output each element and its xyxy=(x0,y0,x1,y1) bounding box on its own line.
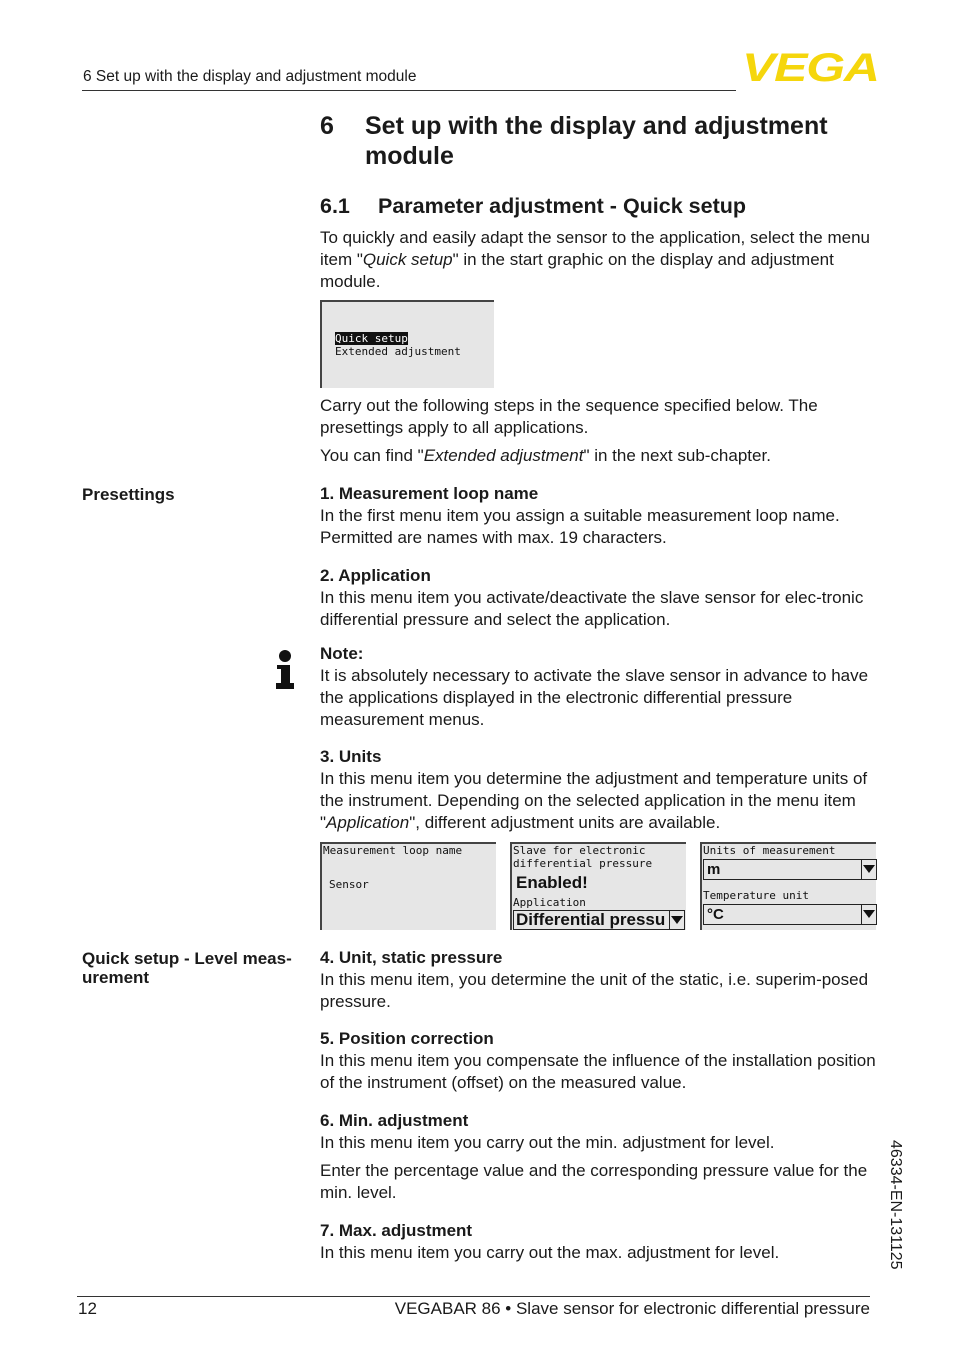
page-number: 12 xyxy=(78,1299,97,1318)
side-label-quick-setup: Quick setup - Level meas-urement xyxy=(82,949,292,987)
lcd-status: Enabled! xyxy=(516,873,588,892)
application-dropdown: Differential pressu xyxy=(513,910,685,930)
lcd-value: Sensor xyxy=(329,878,369,891)
section-number: 6.1 xyxy=(320,194,350,218)
chevron-down-icon xyxy=(861,905,876,924)
find-paragraph: You can find "Extended adjustment" in the next sub-chapter. xyxy=(320,446,771,465)
lcd-menu-item-quick-setup: Quick setup xyxy=(335,332,408,345)
lcd-loop-name xyxy=(320,842,496,930)
lcd-menu-item-extended: Extended adjustment xyxy=(335,345,461,358)
step-2: 2. Application In this menu item you activate/deactivate the slave sensor for elec-tronic differential pressure and select the application. xyxy=(320,566,864,629)
section-title: Parameter adjustment - Quick setup xyxy=(378,194,746,218)
carry-paragraph: Carry out the following steps in the sequence specified below. The presettings apply to all applications. xyxy=(320,396,818,437)
lcd-start-menu xyxy=(320,300,494,388)
info-icon xyxy=(276,650,294,690)
lcd-label: Slave for electronic xyxy=(513,844,646,857)
lcd-label: differential pressure xyxy=(513,857,653,870)
chapter-title: Set up with the display and adjustment module xyxy=(365,112,828,170)
step-1: 1. Measurement loop name In the first menu item you assign a suitable measurement loop name. Permitted are names with max. 19 characters. xyxy=(320,484,840,547)
document-code: 46334-EN-131125 xyxy=(887,1140,904,1270)
lcd-application xyxy=(510,842,686,930)
intro-paragraph: To quickly and easily adapt the sensor to the application, select the menu item "Quick setup" in the start graphic on the display and adjustment module. xyxy=(320,228,871,291)
lcd-units xyxy=(700,842,876,930)
section-heading xyxy=(320,194,746,219)
units-dropdown: m xyxy=(703,859,877,880)
lcd-label: Application xyxy=(513,896,586,909)
chevron-down-icon xyxy=(861,860,876,879)
step-4: 4. Unit, static pressure In this menu item, you determine the unit of the static, i.e. superim-posed pressure. xyxy=(320,948,869,1011)
step-7: 7. Max. adjustment In this menu item you carry out the max. adjustment for level. xyxy=(320,1221,780,1262)
header-rule xyxy=(82,90,736,91)
note: Note: It is absolutely necessary to activate the slave sensor in advance to have the applications displayed in the electronic differential pressure measurement menus. xyxy=(320,644,869,729)
lcd-label: Temperature unit xyxy=(703,889,809,902)
vega-logo: VEGA xyxy=(742,46,879,90)
lcd-label: Measurement loop name xyxy=(323,844,463,857)
chapter-number: 6 xyxy=(320,112,334,140)
running-header: 6 Set up with the display and adjustment module xyxy=(83,68,417,85)
temperature-dropdown: °C xyxy=(703,904,877,925)
lcd-label: Units of measurement xyxy=(703,844,836,857)
chevron-down-icon xyxy=(669,911,684,929)
footer-rule xyxy=(77,1296,870,1297)
step-3: 3. Units In this menu item you determine the adjustment and temperature units of the instrument. Depending on the selected application in the menu item "Application", different adjustment units are available. xyxy=(320,747,868,832)
step-5: 5. Position correction In this menu item you compensate the influence of the installation position of the instrument (offset) on the measured value. xyxy=(320,1029,876,1092)
side-label-presettings: Presettings xyxy=(82,485,175,504)
step-6: 6. Min. adjustment In this menu item you carry out the min. adjustment for level. Enter the percentage value and the corresponding pressure value for the min. level. xyxy=(320,1111,868,1202)
footer-title: VEGABAR 86 • Slave sensor for electronic differential pressure xyxy=(394,1299,870,1318)
